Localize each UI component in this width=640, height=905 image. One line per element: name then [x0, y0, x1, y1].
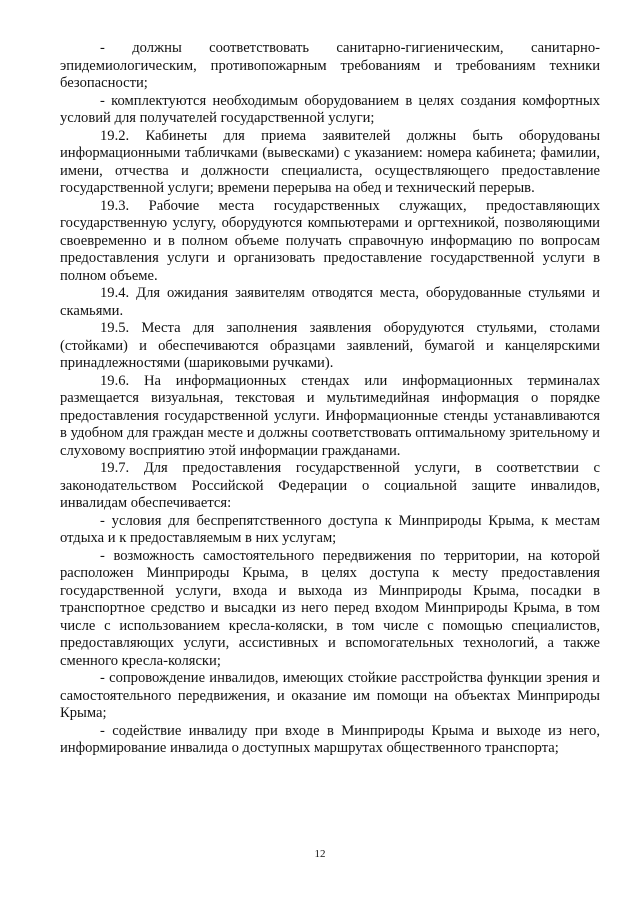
paragraph-access-conditions: - условия для беспрепятственного доступа к Минприроды Крыма, к местам отдыха и к предоставляемым в них услугам;: [60, 512, 600, 546]
page-number: 12: [314, 848, 326, 860]
paragraph-19-7: 19.7. Для предоставления государственной услуги, в соответствии с законодательством Российской Федерации о социальной защите инвалидов, инвалидам обеспечивается:: [60, 460, 600, 511]
paragraph-19-4: 19.4. Для ожидания заявителям отводятся места, оборудованные стульями и скамьями.: [60, 285, 600, 319]
paragraph-sanitary-requirements: - должны соответствовать санитарно-гигиеническим, санитарно-эпидемиологическим, противопожарным требованиям и требованиям техники безопасности;: [60, 40, 600, 91]
paragraph-mobility: - возможность самостоятельного передвижения по территории, на которой расположен Минприроды Крыма, в целях доступа к месту предоставления государственной услуги, входа и выхода из Минприроды Крыма, посадки в транспортное средство и высадки из него перед входом Минприроды Крыма, в том числе с использованием кресла-коляски, в том числе с помощью специалистов, предоставляющих услуги, ассистивных и вспомогательных технологий, а также сменного кресла-коляски;: [60, 547, 600, 669]
paragraph-19-2: 19.2. Кабинеты для приема заявителей должны быть оборудованы информационными табличками (вывесками) с указанием: номера кабинета; фамилии, имени, отчества и должности специалиста, осуществляющего предоставление государственной услуги; времени перерыва на обед и технический перерыв.: [60, 127, 600, 196]
paragraph-escort: - сопровождение инвалидов, имеющих стойкие расстройства функции зрения и самостоятельного передвижения, и оказание им помощи на объектах Минприроды Крыма;: [60, 670, 600, 721]
paragraph-equipment: - комплектуются необходимым оборудованием в целях создания комфортных условий для получателей государственной услуги;: [60, 92, 600, 126]
document-page: [60, 40, 600, 758]
paragraph-19-3: 19.3. Рабочие места государственных служащих, предоставляющих государственную услугу, оборудуются компьютерами и оргтехникой, позволяющими своевременно и в полном объеме получать справочную информацию по вопросам предоставления услуги и организовать предоставление государственной услуги в полном объеме.: [60, 197, 600, 284]
paragraph-19-5: 19.5. Места для заполнения заявления оборудуются стульями, столами (стойками) и обеспечиваются образцами заявлений, бумагой и канцелярскими принадлежностями (шариковыми ручками).: [60, 320, 600, 371]
paragraph-assistance: - содействие инвалиду при входе в Минприроды Крыма и выходе из него, информирование инвалида о доступных маршрутах общественного транспорта;: [60, 722, 600, 756]
paragraph-19-6: 19.6. На информационных стендах или информационных терминалах размещается визуальная, текстовая и мультимедийная информация о порядке предоставления государственной услуги. Информационные стенды устанавливаются в удобном для граждан месте и должны соответствовать оптимальному зрительному и слуховому восприятию этой информации гражданами.: [60, 372, 600, 459]
